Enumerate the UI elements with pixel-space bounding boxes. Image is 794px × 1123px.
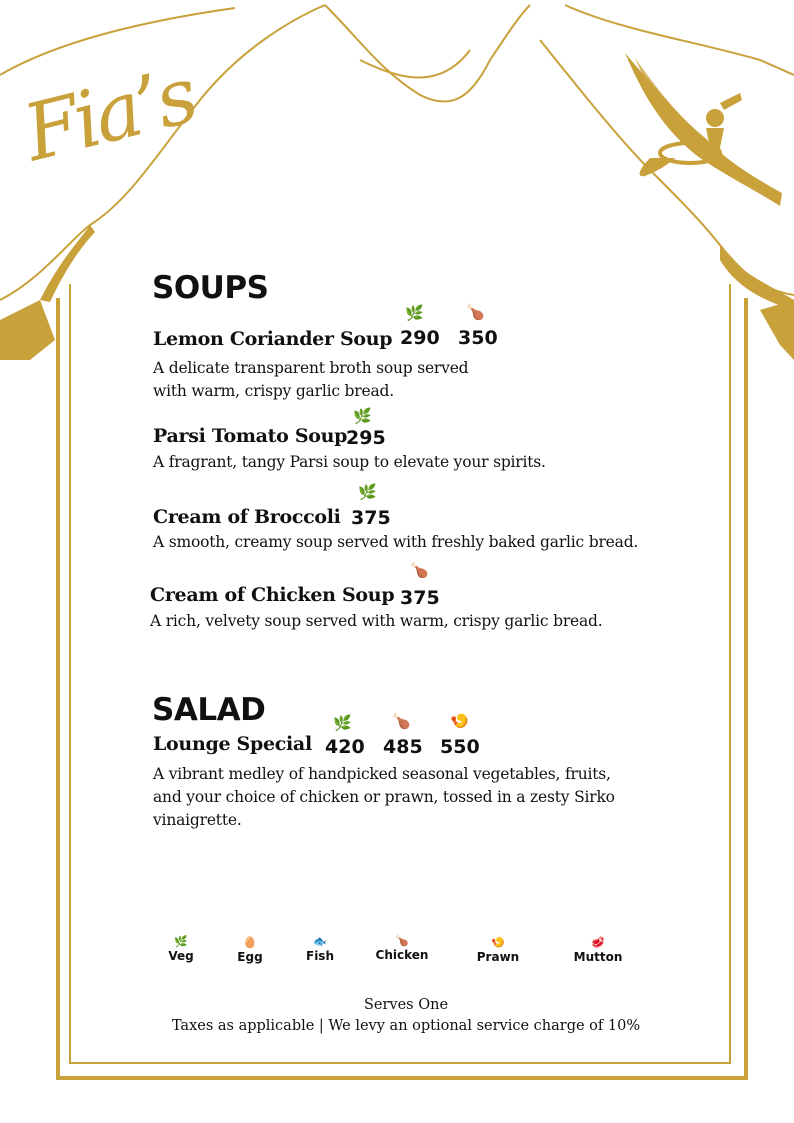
legend-label: Prawn — [476, 950, 520, 964]
item-description-line: A rich, velvety soup served with warm, crispy garlic bread. — [150, 612, 603, 630]
section-title-soups: SOUPS — [152, 270, 269, 306]
item-description-line: A fragrant, tangy Parsi soup to elevate your spirits. — [153, 453, 546, 471]
item-price-prawn: 550 — [440, 736, 480, 758]
item-price-veg: 290 — [400, 327, 440, 349]
item-description-line: A smooth, creamy soup served with freshly baked garlic bread. — [153, 533, 639, 551]
legend-prawn — [468, 937, 528, 964]
taxes-note: Taxes as applicable | We levy an optional service charge of 10% — [171, 1018, 641, 1034]
section-title-salad: SALAD — [152, 692, 266, 728]
item-description-line: A delicate transparent broth soup served — [153, 359, 469, 377]
item-price-chicken: 350 — [458, 327, 498, 349]
chicken-icon: 🍗 — [466, 303, 485, 321]
prawn-icon: 🍤 — [491, 936, 505, 949]
item-price-veg: 295 — [346, 427, 386, 449]
legend-egg — [220, 937, 280, 964]
item-name: Parsi Tomato Soup — [153, 425, 348, 447]
veg-leaf-icon: 🌿 — [353, 407, 372, 425]
veg-leaf-icon: 🌿 — [174, 935, 188, 948]
legend-label: Veg — [168, 949, 194, 963]
item-description-line: and your choice of chicken or prawn, tossed in a zesty Sirko — [153, 788, 615, 806]
item-name: Cream of Broccoli — [153, 506, 341, 528]
veg-leaf-icon: 🌿 — [405, 304, 424, 322]
item-name: Lemon Coriander Soup — [153, 328, 393, 350]
legend-label: Fish — [306, 949, 334, 963]
legend-label: Chicken — [375, 948, 429, 962]
chicken-icon: 🍗 — [395, 934, 409, 947]
veg-leaf-icon: 🌿 — [358, 483, 377, 501]
legend-label: Egg — [237, 950, 263, 964]
item-description-line: A vibrant medley of handpicked seasonal vegetables, fruits, — [153, 765, 611, 783]
item-price-chicken: 375 — [400, 587, 440, 609]
legend-label: Mutton — [573, 950, 623, 964]
item-price-chicken: 485 — [383, 736, 423, 758]
item-price-veg: 375 — [351, 507, 391, 529]
egg-icon: 🥚 — [243, 936, 257, 949]
legend-mutton — [568, 937, 628, 964]
prawn-icon: 🍤 — [450, 712, 469, 730]
legend-veg — [151, 936, 211, 963]
veg-leaf-icon: 🌿 — [333, 714, 352, 732]
item-name: Cream of Chicken Soup — [150, 584, 395, 606]
item-description-line: with warm, crispy garlic bread. — [153, 382, 394, 400]
item-name: Lounge Special — [153, 733, 312, 755]
faravahar-emblem — [620, 48, 785, 208]
legend-chicken — [372, 935, 432, 962]
fish-icon: 🐟 — [313, 935, 327, 948]
serves-note: Serves One — [363, 997, 449, 1013]
item-description-line: vinaigrette. — [153, 811, 242, 829]
chicken-icon: 🍗 — [410, 561, 429, 579]
mutton-icon: 🥩 — [591, 936, 605, 949]
legend-fish — [290, 936, 350, 963]
chicken-icon: 🍗 — [392, 712, 411, 730]
item-price-veg: 420 — [325, 736, 365, 758]
restaurant-logo: Fia’s — [15, 50, 203, 180]
